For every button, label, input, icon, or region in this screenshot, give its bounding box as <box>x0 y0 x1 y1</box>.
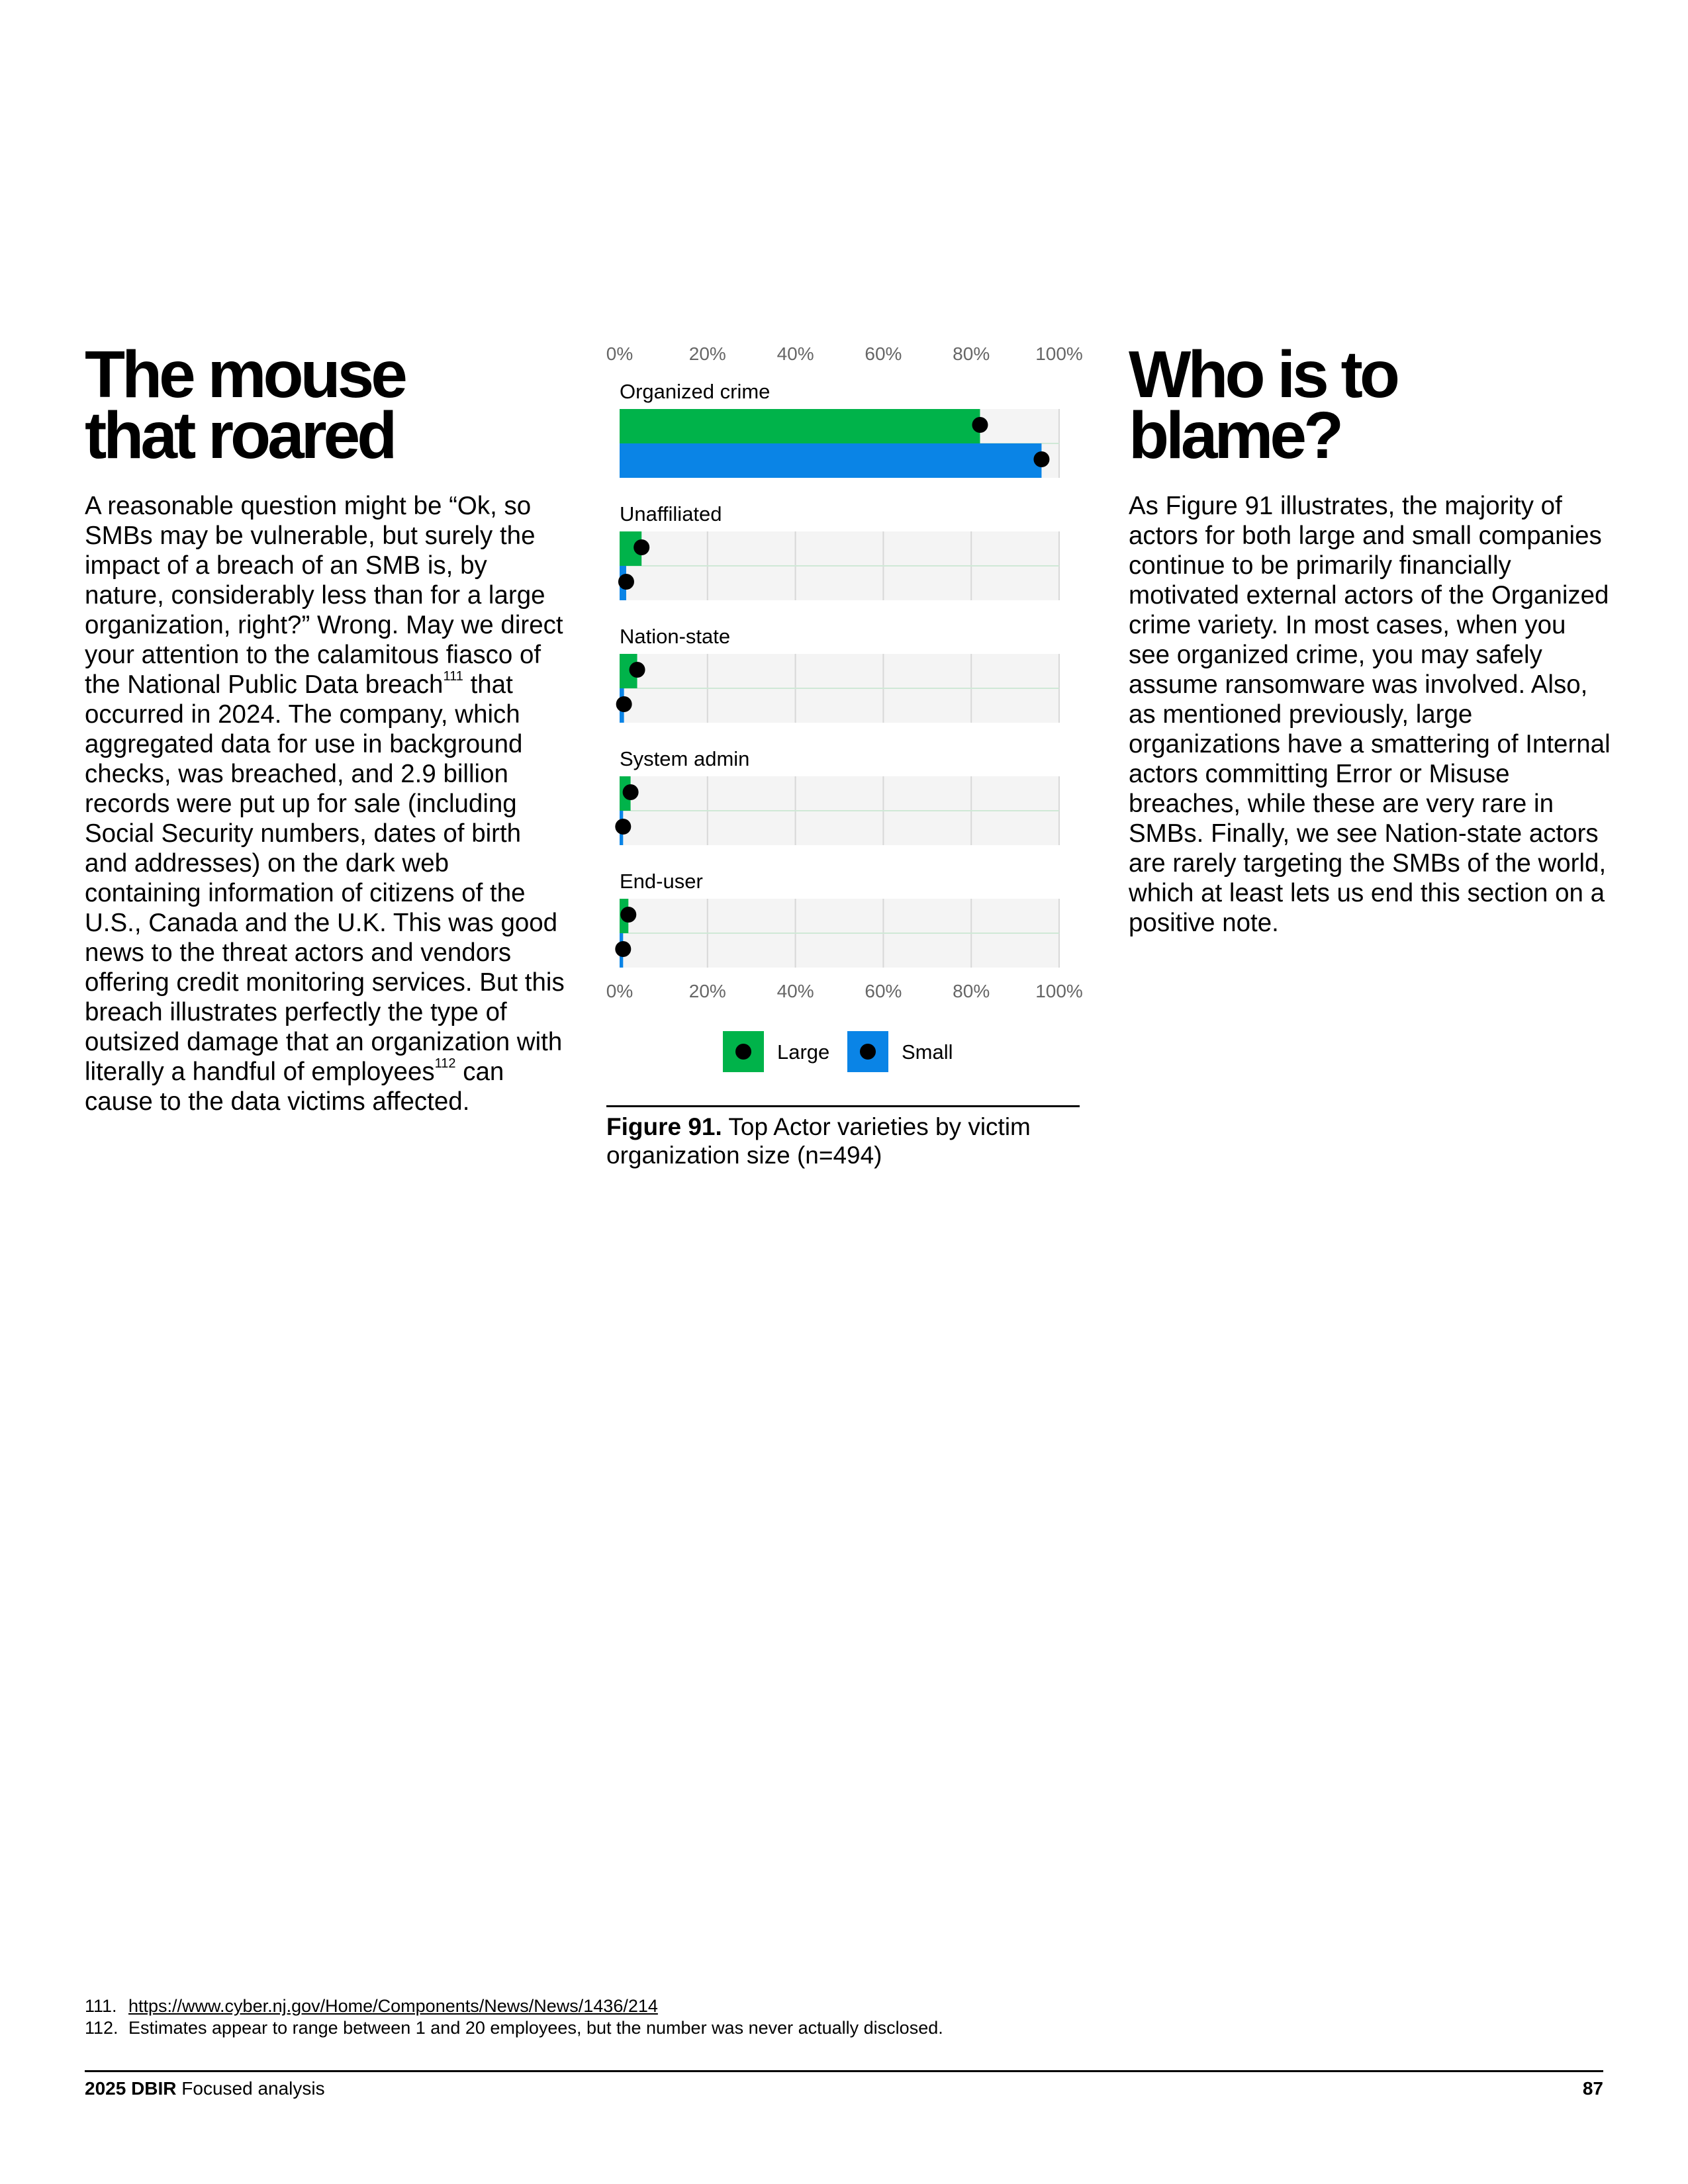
right-headline-line1: Who is to <box>1129 338 1397 412</box>
footer-report: 2025 DBIR <box>85 2078 177 2099</box>
category-label: End-user <box>620 870 703 893</box>
x-tick-label-bottom: 0% <box>606 981 633 1001</box>
point-small <box>1033 451 1049 467</box>
footnote-text: Estimates appear to range between 1 and 20 employees, but the number was never actually disclosed. <box>128 2018 943 2038</box>
right-headline-line2: blame? <box>1129 398 1341 473</box>
footnote-111 <box>85 1995 1607 2017</box>
footnote-ref-111[interactable]: 111 <box>443 669 463 684</box>
footnote-link[interactable]: https://www.cyber.nj.gov/Home/Components/News/News/1436/214 <box>128 1996 658 2016</box>
bar-small <box>620 443 1041 478</box>
x-tick-label-bottom: 100% <box>1035 981 1083 1001</box>
left-body-part3: can cause to the data victims affected. <box>85 1058 504 1116</box>
figure-caption <box>606 1105 1080 1169</box>
x-tick-label-top: 40% <box>776 343 814 364</box>
footer-divider <box>85 2070 1603 2072</box>
category-label: System admin <box>620 747 750 770</box>
bar-large <box>620 409 980 443</box>
right-body-text: As Figure 91 illustrates, the majority of actors for both large and small companies continue to be primarily financially motivated external actors of the Organized crime variety. In most cases, when you see organized crime, you may safely assume ransomware was involved. Also, as mentioned previously, large organizations have a smattering of Internal actors committing Error or Misuse breaches, while these are very rare in SMBs. Finally, we see Nation-state actors are rarely targeting the SMBs of the world, which at least lets us end this section on a positive note. <box>1129 492 1611 937</box>
legend-marker-small <box>860 1044 876 1060</box>
x-tick-label-top: 20% <box>688 343 726 364</box>
point-large <box>972 417 988 433</box>
figure-caption-label: Figure 91. <box>606 1113 722 1140</box>
left-headline <box>85 338 568 473</box>
footer-report-title <box>85 2078 325 2099</box>
legend-label-small: Small <box>902 1040 953 1064</box>
x-tick-label-top: 60% <box>865 343 902 364</box>
x-tick-label-top: 0% <box>606 343 633 364</box>
footnote-112 <box>85 2017 1607 2039</box>
figure-91-chart <box>596 331 1099 1079</box>
x-tick-label-top: 100% <box>1035 343 1083 364</box>
point-large <box>620 907 636 923</box>
footnote-ref-112[interactable]: 112 <box>434 1056 456 1071</box>
x-tick-label-bottom: 60% <box>865 981 902 1001</box>
footnotes <box>85 1995 1607 2039</box>
point-small <box>616 696 632 712</box>
legend-marker-large <box>735 1044 751 1060</box>
left-body-part2: that occurred in 2024. The company, which aggregated data for use in background checks, was breached, and 2.9 billion records were put up for sale (including Social Security numbers, dates of birth and addresses) on the dark web containing information of citizens of the U.S., Canada and the U.K. This was good news to the threat actors and vendors offering credit monitoring services. But this breach illustrates perfectly the type of outsized damage that an organization with literally a handful of employees <box>85 670 565 1086</box>
right-column <box>1129 338 1612 938</box>
figure-caption-text: Top Actor varieties by victim organization size (n=494) <box>606 1113 1031 1169</box>
category-label: Nation-state <box>620 625 731 648</box>
legend-label-large: Large <box>777 1040 830 1064</box>
point-small <box>615 819 631 835</box>
category-label: Organized crime <box>620 380 771 403</box>
x-tick-label-bottom: 80% <box>953 981 990 1001</box>
category-label: Unaffiliated <box>620 502 722 525</box>
x-tick-label-bottom: 20% <box>688 981 726 1001</box>
left-headline-line1: The mouse <box>85 338 404 412</box>
right-headline <box>1129 338 1612 473</box>
footnote-number: 111. <box>85 1996 117 2016</box>
point-small <box>618 574 634 590</box>
left-body-text <box>85 491 568 1116</box>
footnote-number: 112. <box>85 2018 118 2038</box>
point-small <box>615 941 631 957</box>
point-large <box>630 662 645 678</box>
footer-section: Focused analysis <box>176 2078 325 2099</box>
page-number: 87 <box>1582 2078 1603 2099</box>
left-body-part1: A reasonable question might be “Ok, so SMBs may be vulnerable, but surely the impact of a breach of an SMB is, by nature, considerably less than for a large organization, right?” Wrong. May we direct your attention to the calamitous fiasco of the National Public Data breach <box>85 492 563 699</box>
chart-svg <box>596 331 1099 1079</box>
point-large <box>623 784 639 800</box>
x-tick-label-bottom: 40% <box>776 981 814 1001</box>
point-large <box>633 539 649 555</box>
left-column <box>85 338 568 1116</box>
x-tick-label-top: 80% <box>953 343 990 364</box>
left-headline-line2: that roared <box>85 398 395 473</box>
